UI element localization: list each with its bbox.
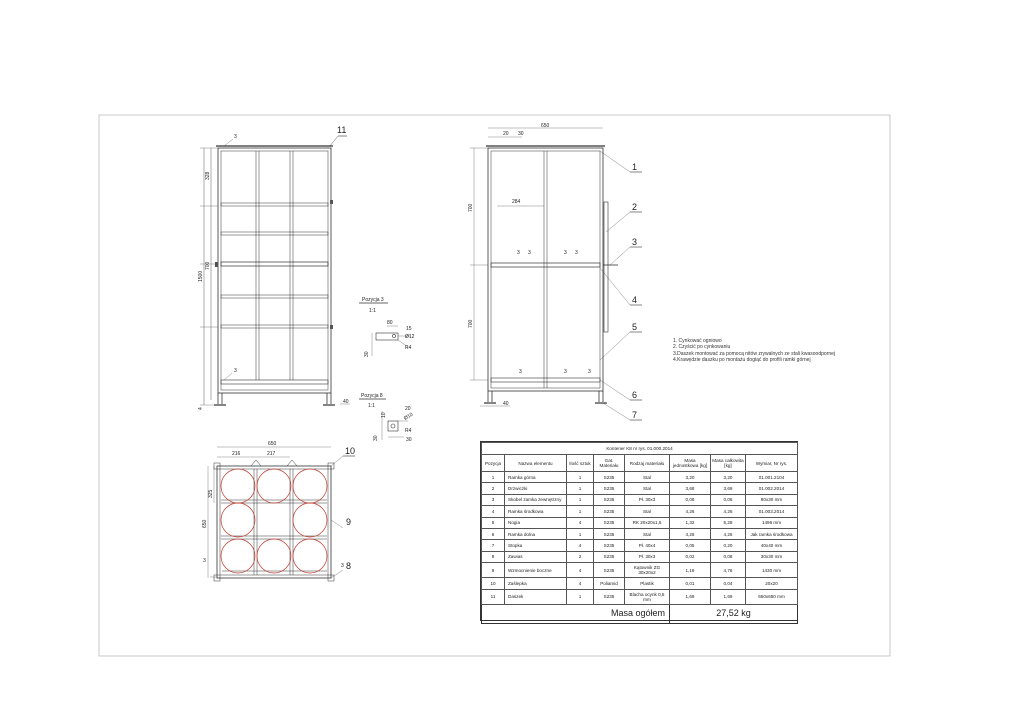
side-view-labels	[468, 123, 637, 420]
table-cell: 0,08	[711, 551, 746, 562]
side-callout-4: 4	[632, 295, 638, 305]
bom-header: Pozycja	[482, 455, 505, 472]
position-3-labels	[362, 297, 415, 357]
side-small-3a: 3	[517, 250, 520, 256]
table-cell: Nogia	[505, 517, 567, 528]
bom-body	[482, 472, 798, 605]
table-cell: Ramka środkowa	[505, 506, 567, 517]
table-cell: 8	[482, 551, 505, 562]
table-cell: 01.002.2014	[746, 483, 798, 494]
table-cell: Blacha ocynk 0,5 mm	[625, 589, 670, 604]
table-cell: Daszek	[505, 589, 567, 604]
front-dim-700: 700	[205, 261, 211, 270]
pos3-dim-80: 80	[387, 320, 393, 326]
table-cell: 1	[567, 472, 594, 483]
plan-dim-216: 216	[232, 451, 241, 457]
side-dim-650: 650	[541, 123, 550, 129]
table-cell: 4,26	[670, 528, 711, 539]
table-cell: 1	[567, 483, 594, 494]
front-view	[200, 136, 350, 405]
plan-pointer-10: 10	[345, 446, 356, 456]
note-4: 4.Krawędzie daszku po montażu dogiąć do profili ramki górnej	[673, 356, 811, 363]
front-dim-top: 3	[234, 134, 237, 140]
table-cell: 5	[482, 517, 505, 528]
table-cell: 3,69	[711, 483, 746, 494]
side-small-3d: 3	[575, 250, 578, 256]
side-callout-7: 7	[632, 410, 638, 420]
table-cell: 1430 mm	[746, 563, 798, 578]
table-cell: 80x30 mm	[746, 494, 798, 505]
pos8-title: Pozycja 8	[361, 393, 383, 399]
table-cell: 01.003.2014	[746, 506, 798, 517]
table-cell: Zawias	[505, 551, 567, 562]
table-cell: S235	[594, 472, 625, 483]
table-cell: 3,68	[670, 483, 711, 494]
table-cell: Jak ramka środkowa	[746, 528, 798, 539]
pos3-dim-15: 15	[406, 326, 412, 332]
table-cell: 1,32	[670, 517, 711, 528]
table-cell: Stal	[625, 472, 670, 483]
side-callout-6: 6	[632, 390, 638, 400]
table-cell: Kątownik ZG 30x20x2	[625, 563, 670, 578]
table-cell: 3,20	[711, 472, 746, 483]
bom-header: Rodzaj materiału	[625, 455, 670, 472]
front-dim-328: 328	[205, 171, 211, 180]
bill-of-materials	[480, 441, 798, 621]
table-cell: Stal	[625, 483, 670, 494]
front-dim-foot: 40	[343, 399, 349, 405]
table-cell: 6	[482, 528, 505, 539]
table-cell: Ramka górna	[505, 472, 567, 483]
plan-dim-650-w: 650	[268, 441, 277, 447]
table-cell: 1,69	[670, 589, 711, 604]
table-cell: 0,05	[670, 540, 711, 551]
note-1: 1. Cynkować ogniowo	[673, 338, 722, 344]
table-row	[482, 506, 798, 517]
table-cell: Zaślepka	[505, 578, 567, 589]
bom-total-label: Masa ogółem	[482, 604, 670, 623]
table-cell: 0,01	[670, 578, 711, 589]
bom-header: Masa całkowita [kg]	[711, 455, 746, 472]
pos3-scale: 1:1	[369, 308, 376, 314]
table-row	[482, 494, 798, 505]
table-cell: 4	[567, 578, 594, 589]
table-row	[482, 483, 798, 494]
side-dim-40: 40	[503, 401, 509, 407]
front-pointer-11: 11	[337, 125, 347, 135]
side-dim-700-bottom: 700	[468, 319, 474, 328]
table-cell: 1,19	[670, 563, 711, 578]
table-cell: 1496 mm	[746, 517, 798, 528]
side-callout-1: 1	[632, 162, 638, 172]
table-cell: 5,28	[711, 517, 746, 528]
bom-header: Masa jednostkowa [kg]	[670, 455, 711, 472]
position-8-labels	[361, 393, 414, 443]
pos3-title: Pozycja 3	[362, 297, 384, 303]
table-row	[482, 540, 798, 551]
table-cell: S235	[594, 517, 625, 528]
plan-dim-3b: 3	[341, 563, 344, 569]
table-row	[482, 528, 798, 539]
table-cell: 20x20	[746, 578, 798, 589]
table-cell: 0,06	[711, 494, 746, 505]
table-cell: 10	[482, 578, 505, 589]
table-cell: 4,26	[670, 506, 711, 517]
table-cell: Ramka dolna	[505, 528, 567, 539]
bom-header: Nazwa elementu	[505, 455, 567, 472]
table-cell: 1	[567, 528, 594, 539]
bom-header: Wymiar, Nr rys.	[746, 455, 798, 472]
table-cell: S235	[594, 494, 625, 505]
table-cell: Stopka	[505, 540, 567, 551]
pos3-dim-30: 30	[364, 351, 370, 357]
bom-title: Kontener K8 nr rys. 01.000.2014	[482, 443, 798, 455]
pos3-dim-r4: R4	[405, 345, 412, 351]
table-cell: 30x30 mm	[746, 551, 798, 562]
plan-dim-650-h: 650	[202, 519, 208, 528]
bom-header: Ilość sztuk	[567, 455, 594, 472]
plan-callout-9: 9	[346, 517, 352, 527]
bom-table	[481, 442, 798, 624]
table-cell: 01.001.2104	[746, 472, 798, 483]
pos8-dim-10: 10	[381, 412, 387, 418]
table-cell: 0,04	[711, 578, 746, 589]
table-row	[482, 472, 798, 483]
plan-view	[208, 447, 355, 581]
position-3-detail	[359, 303, 410, 356]
side-small-3b: 3	[528, 250, 531, 256]
table-cell: 40x40 mm	[746, 540, 798, 551]
table-cell: 1	[567, 589, 594, 604]
table-cell: 7	[482, 540, 505, 551]
front-dim-1500: 1500	[198, 270, 204, 282]
table-cell: 3	[482, 494, 505, 505]
table-cell: S235	[594, 506, 625, 517]
table-row	[482, 551, 798, 562]
table-cell: 3,20	[670, 472, 711, 483]
table-cell: 4	[482, 506, 505, 517]
pos8-scale: 1:1	[368, 403, 375, 409]
table-cell: S235	[594, 551, 625, 562]
side-small-3e: 3	[519, 369, 522, 375]
table-cell: 1	[567, 494, 594, 505]
bom-header-row	[482, 455, 798, 472]
table-cell: 4,76	[711, 563, 746, 578]
front-view-labels	[198, 125, 349, 410]
table-cell: Plastik	[625, 578, 670, 589]
note-2: 2. Czyścić po cynkowaniu	[673, 344, 731, 351]
table-cell: Skobel zamka zewnętrzny	[505, 494, 567, 505]
side-callout-5: 5	[632, 322, 638, 332]
table-cell: 1	[482, 472, 505, 483]
table-row	[482, 517, 798, 528]
plan-dim-3a: 3	[203, 558, 206, 564]
side-view	[470, 128, 642, 420]
side-callout-2: 2	[632, 202, 638, 212]
table-cell: Pł. 30x3	[625, 494, 670, 505]
table-cell: 4,26	[711, 528, 746, 539]
bom-total-row	[482, 604, 798, 623]
side-dim-30: 30	[518, 131, 524, 137]
plan-callout-8: 8	[346, 561, 352, 571]
drawing-notes	[673, 338, 835, 363]
table-cell: 4,26	[711, 506, 746, 517]
table-row	[482, 578, 798, 589]
table-cell: RK 20x20x1,5	[625, 517, 670, 528]
table-cell: 1	[567, 506, 594, 517]
table-cell: S235	[594, 528, 625, 539]
plan-dim-217: 217	[267, 451, 276, 457]
side-dim-700-top: 700	[468, 203, 474, 212]
note-3: 3.Daszek montować za pomocą nitów zrywalnych ze stali kwasoodpornej	[673, 350, 836, 357]
table-cell: 1,69	[711, 589, 746, 604]
plan-view-swing-arcs	[221, 469, 327, 573]
bom-header: Gat. Materiału	[594, 455, 625, 472]
table-cell: 650x650 mm	[746, 589, 798, 604]
table-cell: Stal	[625, 506, 670, 517]
side-dim-20: 20	[503, 131, 509, 137]
pos8-dim-30a: 30	[373, 435, 379, 441]
table-cell: 4	[567, 540, 594, 551]
table-cell: Wzmocnienie boczne	[505, 563, 567, 578]
table-cell: 9	[482, 563, 505, 578]
side-callout-3: 3	[632, 237, 638, 247]
bom-total-value: 27,52 kg	[670, 604, 798, 623]
table-row	[482, 563, 798, 578]
table-cell: Poliamid	[594, 578, 625, 589]
side-dim-284: 284	[512, 199, 521, 205]
table-cell: 2	[482, 483, 505, 494]
front-dim-leg: 4	[198, 407, 204, 410]
table-cell: 0,06	[670, 494, 711, 505]
table-cell: 4	[567, 517, 594, 528]
plan-view-labels	[202, 441, 355, 571]
table-cell: Drzwiczki	[505, 483, 567, 494]
table-cell: Pł. 30x3	[625, 551, 670, 562]
table-cell: 2	[567, 551, 594, 562]
table-row	[482, 589, 798, 604]
pos8-dim-30b: 30	[406, 437, 412, 443]
table-cell: S235	[594, 483, 625, 494]
table-cell: Pł. 40x4	[625, 540, 670, 551]
pos8-dim-phi10: Ø10	[403, 411, 415, 422]
table-cell: 0,02	[670, 551, 711, 562]
table-cell: Stal	[625, 528, 670, 539]
table-cell: 0,20	[711, 540, 746, 551]
table-cell: S235	[594, 563, 625, 578]
side-small-3g: 3	[588, 369, 591, 375]
position-8-detail	[359, 399, 408, 440]
table-cell: S235	[594, 589, 625, 604]
front-dim-corner: 3	[234, 368, 237, 374]
table-cell: 11	[482, 589, 505, 604]
side-small-3c: 3	[564, 250, 567, 256]
pos3-dim-phi12: Ø12	[405, 334, 415, 340]
side-small-3f: 3	[564, 369, 567, 375]
table-cell: 4	[567, 563, 594, 578]
pos8-dim-20: 20	[405, 406, 411, 412]
plan-dim-325: 325	[208, 489, 214, 498]
table-cell: S235	[594, 540, 625, 551]
pos8-dim-r4: R4	[405, 428, 412, 434]
